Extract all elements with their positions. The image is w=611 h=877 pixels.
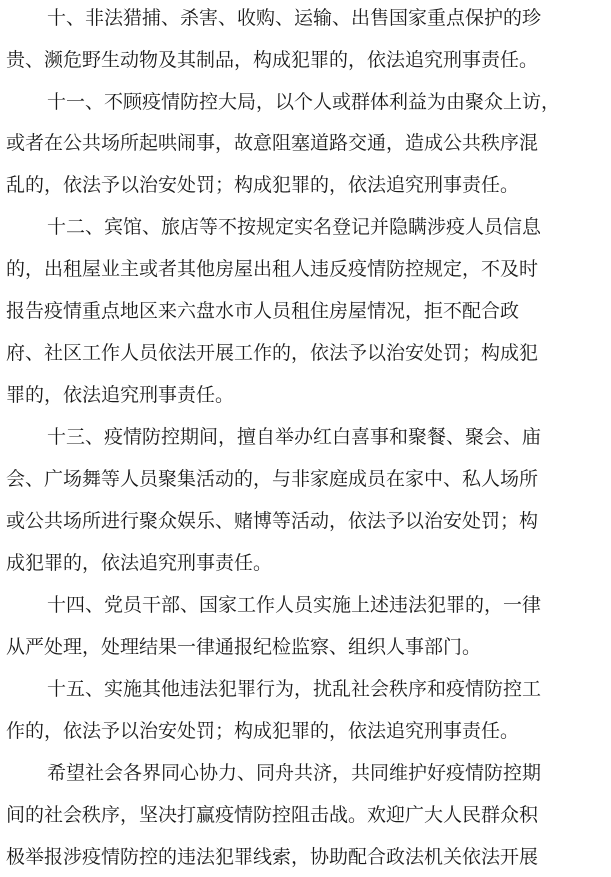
text-line: 极举报涉疫情防控的违法犯罪线索，协助配合政法机关依法开展 <box>6 846 539 868</box>
text-line: 十一、不顾疫情防控大局，以个人或群体利益为由聚众上访， <box>47 91 561 113</box>
text-line: 作的，依法予以治安处罚；构成犯罪的，依法追究刑事责任。 <box>6 720 520 742</box>
text-line: 会、广场舞等人员聚集活动的，与非家庭成员在家中、私人场所 <box>6 468 539 490</box>
text-line: 的，出租屋业主或者其他房屋出租人违反疫情防控规定，不及时 <box>6 258 539 280</box>
text-line: 报告疫情重点地区来六盘水市人员租住房屋情况，拒不配合政 <box>6 300 520 322</box>
text-line: 乱的，依法予以治安处罚；构成犯罪的，依法追究刑事责任。 <box>6 174 520 196</box>
text-line: 十四、党员干部、国家工作人员实施上述违法犯罪的，一律 <box>47 594 542 616</box>
text-line: 间的社会秩序，坚决打赢疫情防控阻击战。欢迎广大人民群众积 <box>6 804 539 826</box>
text-line: 十五、实施其他违法犯罪行为，扰乱社会秩序和疫情防控工 <box>47 678 542 700</box>
text-line: 或公共场所进行聚众娱乐、赌博等活动，依法予以治安处罚；构 <box>6 510 539 532</box>
text-line: 希望社会各界同心协力、同舟共济，共同维护好疫情防控期 <box>47 762 542 784</box>
text-line: 从严处理，处理结果一律通报纪检监察、组织人事部门。 <box>6 636 482 658</box>
text-line: 十三、疫情防控期间，擅自举办红白喜事和聚餐、聚会、庙 <box>47 426 542 448</box>
text-line: 贵、濒危野生动物及其制品，构成犯罪的，依法追究刑事责任。 <box>6 49 539 71</box>
text-line: 十二、宾馆、旅店等不按规定实名登记并隐瞒涉疫人员信息 <box>47 216 542 238</box>
text-line: 罪的，依法追究刑事责任。 <box>6 384 235 406</box>
text-line: 或者在公共场所起哄闹事，故意阻塞道路交通，造成公共秩序混 <box>6 132 539 154</box>
text-line: 府、社区工作人员依法开展工作的，依法予以治安处罚；构成犯 <box>6 342 539 364</box>
text-line: 十、非法猎捕、杀害、收购、运输、出售国家重点保护的珍 <box>47 7 542 29</box>
text-line: 成犯罪的，依法追究刑事责任。 <box>6 552 273 574</box>
